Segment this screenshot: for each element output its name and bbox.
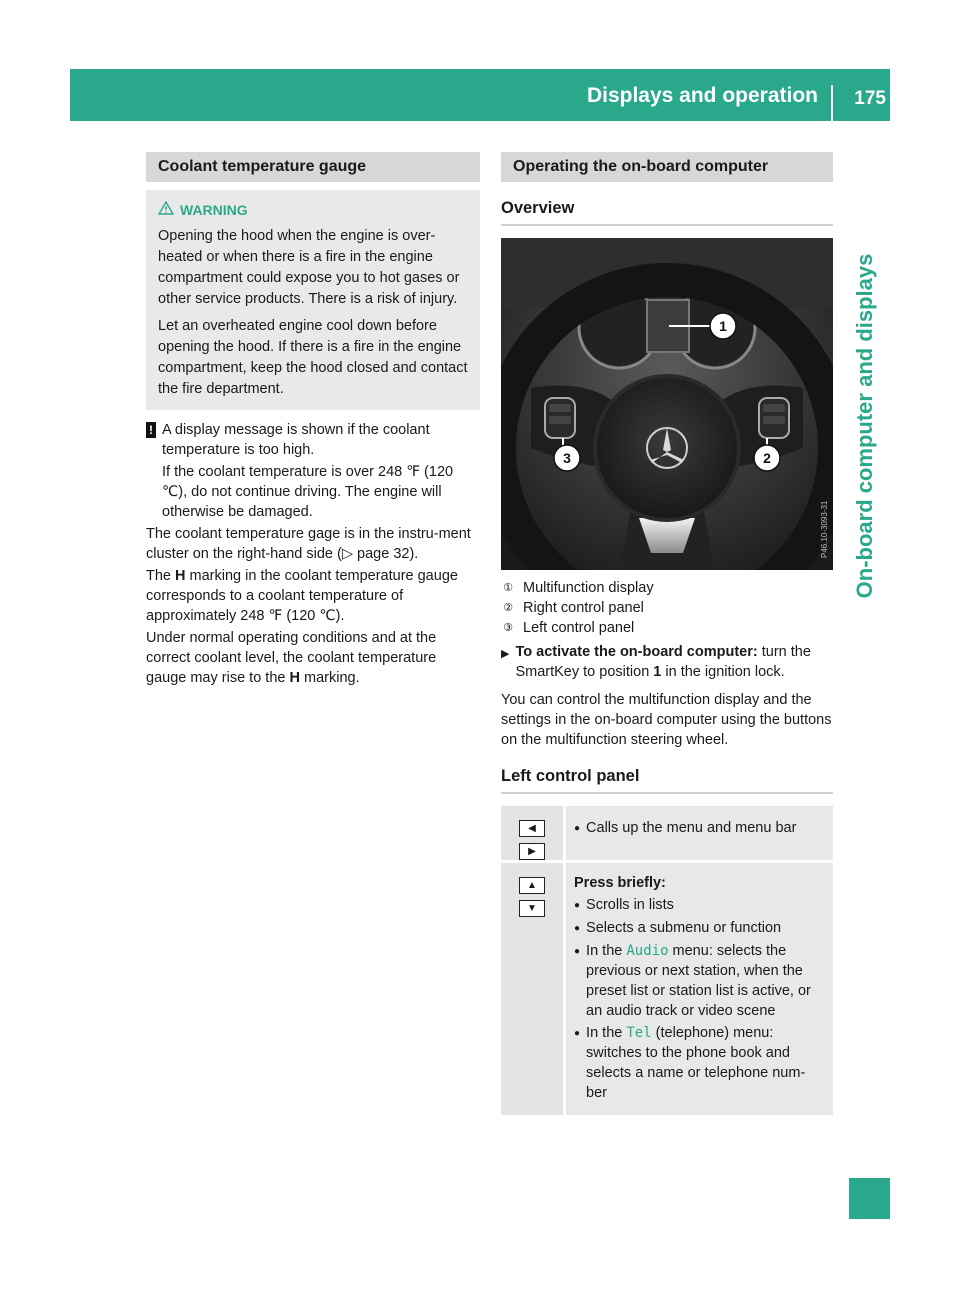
warning-text-2: Let an overheated engine cool down before opening the hood. If there is a fire in the engine compartment, keep the hood closed and contact the fire department.: [158, 318, 468, 397]
bullet-icon: ●: [574, 1028, 581, 1039]
down-arrow-key-icon: ▼: [519, 900, 545, 917]
subheading-overview: Overview: [501, 198, 833, 226]
key-column: [501, 806, 563, 860]
paragraph-gauge-location: The coolant temperature gage is in the instru-ment cluster on the right-hand side (▷ page 32).: [146, 526, 471, 562]
right-arrow-key-icon: ▶: [519, 843, 545, 860]
exclamation-icon: !: [146, 422, 156, 438]
section-heading-onboard: Operating the on-board computer: [501, 152, 833, 182]
left-column: [146, 152, 480, 688]
left-arrow-key-icon: ◀: [519, 820, 545, 837]
caption-number: ③: [503, 622, 513, 634]
up-arrow-key-icon: ▲: [519, 877, 545, 894]
side-square-marker: [849, 1178, 890, 1219]
side-tab: [840, 186, 890, 666]
note-body: [162, 420, 480, 522]
caption-text: Left control panel: [523, 620, 635, 636]
caption-item: [501, 578, 833, 598]
note-text-2: If the coolant temperature is over 248 ℉ (120 ℃), do not continue driving. The engine will otherwise be damaged.: [162, 464, 454, 520]
action-step: [501, 642, 833, 682]
description-column: [566, 806, 833, 860]
caption-number: ①: [503, 582, 513, 594]
warning-icon: [158, 200, 174, 220]
bullet-icon: ●: [574, 923, 581, 934]
key-column: [501, 863, 563, 1115]
description-column: [566, 863, 833, 1115]
header-divider: [831, 85, 833, 121]
paragraph-normal-operation: Under normal operating conditions and at the correct coolant level, the coolant temperature gauge may rise to the H marking.: [146, 630, 437, 686]
caption-item: [501, 598, 833, 618]
paragraph-h-marking: The H marking in the coolant temperature gauge corresponds to a coolant temperature of approximately 248 ℉ (120 ℃).: [146, 568, 458, 624]
list-item: ● In the Tel (telephone) menu: switches to the phone book and selects a name or telephone num-ber: [574, 1025, 806, 1101]
callout-2: 2: [763, 450, 771, 466]
right-column: [501, 152, 833, 1115]
page-number: 175: [854, 88, 886, 109]
press-briefly-label: Press briefly:: [574, 875, 666, 891]
warning-box: [146, 190, 480, 410]
list-item: ● Scrolls in lists: [574, 895, 825, 916]
header-bar: [70, 69, 890, 121]
list-item: ● Selects a submenu or function: [574, 918, 825, 939]
side-tab-label: On-board computer and displays: [852, 253, 877, 599]
caption-list: [501, 578, 833, 638]
action-arrow-icon: ▶: [501, 648, 510, 660]
list-item: ● In the Audio menu: selects the previous or next station, when the preset list or station list is active, or an audio track or video scene: [574, 943, 811, 1019]
warning-header: [158, 200, 468, 220]
table-row: [501, 806, 833, 860]
caption-number: ②: [503, 602, 513, 614]
table-row: [501, 860, 833, 1115]
bullet-icon: ●: [574, 900, 581, 911]
control-table: [501, 806, 833, 1115]
bullet-icon: ●: [574, 823, 581, 834]
warning-label: WARNING: [180, 202, 248, 218]
caption-text: Right control panel: [523, 600, 644, 616]
warning-text-1: Opening the hood when the engine is over-heated or when there is a fire in the engine compartment could expose you to hot gases or other service products. There is a risk of injury.: [158, 228, 460, 307]
steering-wheel-image: [501, 238, 833, 570]
note-block: [146, 420, 480, 522]
bullet-icon: ●: [574, 946, 581, 957]
callout-3: 3: [563, 450, 571, 466]
caption-text: Multifunction display: [523, 580, 654, 596]
callout-1: 1: [719, 318, 727, 334]
note-text-1: A display message is shown if the coolant temperature is too high.: [162, 422, 430, 458]
list-item: ● Calls up the menu and menu bar: [574, 818, 825, 839]
action-text: To activate the on-board computer: turn the SmartKey to position 1 in the ignition lock.: [515, 644, 811, 680]
image-code: P46.10-3093-31: [820, 500, 829, 558]
header-title: Displays and operation: [586, 84, 818, 107]
subheading-left-control-panel: Left control panel: [501, 766, 833, 794]
section-heading-coolant: Coolant temperature gauge: [146, 152, 480, 182]
paragraph-control: You can control the multifunction display and the settings in the on-board computer using the buttons on the multifunction steering wheel.: [501, 692, 832, 748]
caption-item: [501, 618, 833, 638]
